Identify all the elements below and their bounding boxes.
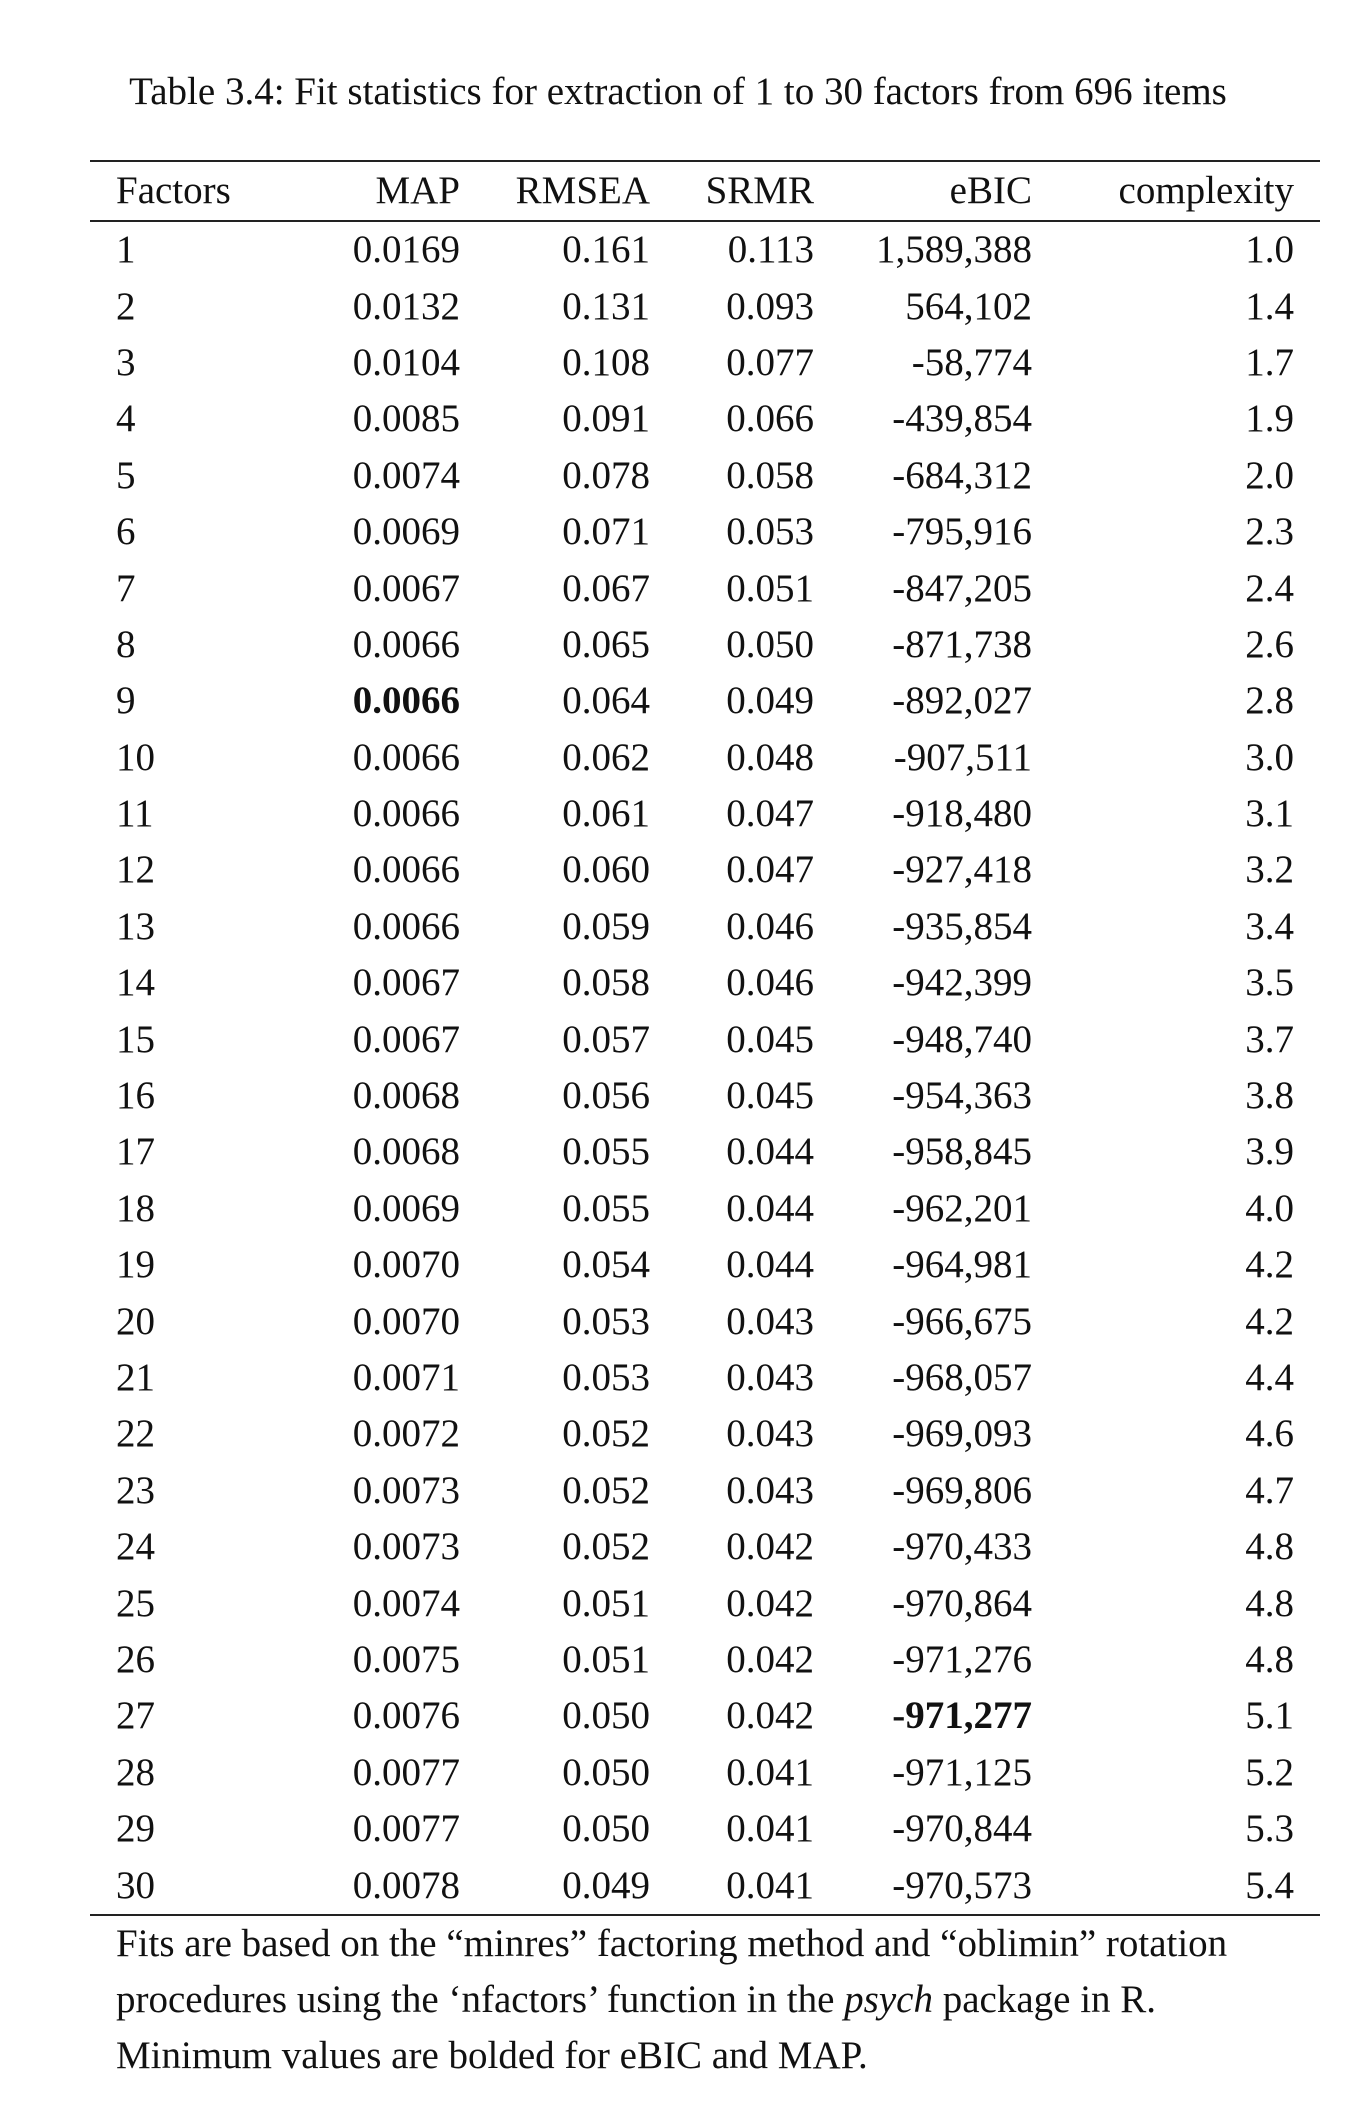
cell-rmsea: 0.052 <box>562 1468 650 1512</box>
cell-factors: 11 <box>116 792 154 836</box>
cell-factors: 6 <box>116 510 136 554</box>
table-row <box>90 899 1320 955</box>
cell-srmr: 0.041 <box>726 1863 814 1907</box>
table-row <box>90 673 1320 729</box>
cell-factors: 26 <box>116 1637 155 1681</box>
cell-srmr: 0.042 <box>726 1581 814 1625</box>
table-row <box>90 560 1320 616</box>
cell-factors: 21 <box>116 1356 155 1399</box>
cell-factors: 4 <box>116 397 136 441</box>
cell-rmsea: 0.131 <box>562 284 650 328</box>
table-row <box>90 1011 1320 1067</box>
cell-srmr: 0.041 <box>726 1750 814 1794</box>
column-header-ebic: eBIC <box>949 169 1032 212</box>
cell-ebic: -954,363 <box>892 1074 1032 1118</box>
cell-rmsea: 0.052 <box>562 1412 650 1456</box>
table-row <box>90 955 1320 1011</box>
cell-ebic: -58,774 <box>911 340 1032 384</box>
cell-rmsea: 0.067 <box>562 566 650 610</box>
cell-rmsea: 0.056 <box>562 1074 650 1118</box>
cell-factors: 30 <box>116 1863 155 1907</box>
cell-factors: 17 <box>116 1130 155 1174</box>
cell-rmsea: 0.050 <box>562 1750 650 1794</box>
cell-map: 0.0068 <box>352 1074 460 1118</box>
table-row <box>90 1801 1320 1857</box>
cell-rmsea: 0.051 <box>562 1637 650 1681</box>
cell-map: 0.0066 <box>352 792 460 836</box>
cell-srmr: 0.043 <box>726 1412 814 1456</box>
cell-ebic: -966,675 <box>892 1299 1032 1343</box>
cell-rmsea: 0.049 <box>562 1863 650 1907</box>
column-header-rmsea: RMSEA <box>515 169 650 212</box>
cell-srmr: 0.043 <box>726 1468 814 1512</box>
cell-factors: 5 <box>116 453 136 497</box>
note-text-italic: psych <box>844 1978 933 2021</box>
cell-map: 0.0074 <box>352 1581 460 1625</box>
cell-complexity: 4.7 <box>1245 1468 1294 1512</box>
cell-complexity: 1.4 <box>1245 284 1294 328</box>
table-row <box>90 504 1320 560</box>
column-header-complexity: complexity <box>1118 169 1294 212</box>
cell-ebic: -968,057 <box>892 1356 1032 1399</box>
cell-ebic: -892,027 <box>892 679 1032 723</box>
cell-complexity: 5.2 <box>1245 1750 1294 1794</box>
cell-rmsea: 0.058 <box>562 961 650 1005</box>
cell-map: 0.0075 <box>352 1637 460 1681</box>
cell-factors: 25 <box>116 1581 155 1625</box>
table-row <box>90 842 1320 898</box>
cell-rmsea: 0.055 <box>562 1186 650 1230</box>
cell-ebic: -942,399 <box>892 961 1032 1005</box>
table-row <box>90 1463 1320 1519</box>
cell-map: 0.0069 <box>352 510 460 554</box>
cell-ebic: -970,573 <box>892 1863 1032 1907</box>
cell-srmr: 0.042 <box>726 1637 814 1681</box>
table-row <box>90 1293 1320 1349</box>
cell-ebic: -962,201 <box>892 1186 1032 1230</box>
cell-complexity: 4.2 <box>1245 1243 1294 1287</box>
cell-factors: 10 <box>116 735 155 779</box>
cell-factors: 20 <box>116 1299 155 1343</box>
cell-srmr: 0.042 <box>726 1525 814 1569</box>
cell-srmr: 0.050 <box>726 622 814 666</box>
cell-srmr: 0.053 <box>726 510 814 554</box>
cell-srmr: 0.045 <box>726 1074 814 1118</box>
cell-ebic: -964,981 <box>892 1243 1032 1287</box>
cell-factors: 14 <box>116 961 155 1005</box>
cell-complexity: 1.0 <box>1245 228 1294 272</box>
cell-map: 0.0066 <box>352 622 460 666</box>
cell-srmr: 0.045 <box>726 1017 814 1061</box>
cell-complexity: 4.8 <box>1245 1637 1294 1681</box>
cell-map: 0.0067 <box>352 961 460 1005</box>
cell-factors: 18 <box>116 1186 155 1230</box>
cell-map: 0.0066 <box>352 904 460 948</box>
table-row <box>90 617 1320 673</box>
table-row <box>90 1124 1320 1180</box>
cell-factors: 2 <box>116 284 136 328</box>
cell-rmsea: 0.060 <box>562 848 650 892</box>
cell-srmr: 0.047 <box>726 792 814 836</box>
table-row <box>90 786 1320 842</box>
cell-complexity: 3.2 <box>1245 848 1294 892</box>
cell-srmr: 0.041 <box>726 1807 814 1851</box>
cell-rmsea: 0.051 <box>562 1581 650 1625</box>
header-row <box>90 161 1320 221</box>
cell-complexity: 3.9 <box>1245 1130 1294 1174</box>
cell-srmr: 0.044 <box>726 1243 814 1287</box>
table-note <box>116 1916 1296 2084</box>
cell-complexity: 4.4 <box>1245 1356 1294 1399</box>
cell-ebic: -971,125 <box>892 1750 1032 1794</box>
cell-factors: 12 <box>116 848 155 892</box>
cell-complexity: 4.2 <box>1245 1299 1294 1343</box>
cell-ebic: 1,589,388 <box>876 228 1032 272</box>
cell-map: 0.0066 <box>352 735 460 779</box>
note-text-part2: package in R. Minimum values are bolded for eBIC and MAP. <box>116 1978 1157 2077</box>
cell-map: 0.0073 <box>352 1525 460 1569</box>
cell-ebic: -948,740 <box>892 1017 1032 1061</box>
cell-map: 0.0132 <box>352 284 460 328</box>
cell-complexity: 1.7 <box>1245 340 1294 384</box>
cell-rmsea: 0.055 <box>562 1130 650 1174</box>
cell-complexity: 3.4 <box>1245 904 1294 948</box>
cell-map: 0.0067 <box>352 566 460 610</box>
cell-srmr: 0.113 <box>727 228 814 272</box>
table-row <box>90 1519 1320 1575</box>
cell-rmsea: 0.071 <box>562 510 650 554</box>
cell-complexity: 2.4 <box>1245 566 1294 610</box>
cell-factors: 3 <box>116 340 136 384</box>
cell-ebic: 564,102 <box>905 284 1032 328</box>
cell-ebic: -971,277 <box>892 1694 1032 1738</box>
table-row <box>90 1857 1320 1914</box>
cell-rmsea: 0.091 <box>562 397 650 441</box>
cell-factors: 16 <box>116 1074 155 1118</box>
cell-map: 0.0071 <box>352 1356 460 1399</box>
cell-rmsea: 0.078 <box>562 453 650 497</box>
cell-rmsea: 0.050 <box>562 1694 650 1738</box>
cell-ebic: -795,916 <box>892 510 1032 554</box>
cell-complexity: 2.8 <box>1245 679 1294 723</box>
cell-complexity: 1.9 <box>1245 397 1294 441</box>
cell-ebic: -847,205 <box>892 566 1032 610</box>
column-header-factors: Factors <box>116 169 231 212</box>
cell-rmsea: 0.108 <box>562 340 650 384</box>
cell-complexity: 3.1 <box>1245 792 1294 836</box>
cell-srmr: 0.049 <box>726 679 814 723</box>
cell-map: 0.0068 <box>352 1130 460 1174</box>
cell-ebic: -970,433 <box>892 1525 1032 1569</box>
cell-srmr: 0.046 <box>726 961 814 1005</box>
table-row <box>90 1632 1320 1688</box>
column-header-map: MAP <box>375 169 460 212</box>
cell-complexity: 3.7 <box>1245 1017 1294 1061</box>
table-row <box>90 1350 1320 1406</box>
cell-map: 0.0104 <box>352 340 460 384</box>
cell-map: 0.0169 <box>352 228 460 272</box>
cell-factors: 23 <box>116 1468 155 1512</box>
cell-srmr: 0.043 <box>726 1299 814 1343</box>
cell-srmr: 0.051 <box>726 566 814 610</box>
cell-rmsea: 0.054 <box>562 1243 650 1287</box>
cell-rmsea: 0.050 <box>562 1807 650 1851</box>
cell-map: 0.0069 <box>352 1186 460 1230</box>
table-row <box>90 1406 1320 1462</box>
cell-factors: 13 <box>116 904 155 948</box>
cell-ebic: -970,844 <box>892 1807 1032 1851</box>
cell-ebic: -935,854 <box>892 904 1032 948</box>
cell-srmr: 0.043 <box>726 1356 814 1399</box>
table-row <box>90 335 1320 391</box>
cell-srmr: 0.044 <box>726 1186 814 1230</box>
cell-complexity: 2.3 <box>1245 510 1294 554</box>
table-row <box>90 391 1320 447</box>
table-row <box>90 278 1320 334</box>
table-row <box>90 221 1320 278</box>
cell-complexity: 5.1 <box>1245 1694 1294 1738</box>
cell-srmr: 0.093 <box>726 284 814 328</box>
cell-ebic: -684,312 <box>892 453 1032 497</box>
cell-map: 0.0067 <box>352 1017 460 1061</box>
cell-complexity: 3.5 <box>1245 961 1294 1005</box>
cell-map: 0.0072 <box>352 1412 460 1456</box>
table-row <box>90 448 1320 504</box>
cell-map: 0.0066 <box>352 679 460 723</box>
cell-srmr: 0.042 <box>726 1694 814 1738</box>
cell-factors: 22 <box>116 1412 155 1456</box>
cell-map: 0.0070 <box>352 1243 460 1287</box>
cell-rmsea: 0.053 <box>562 1356 650 1399</box>
cell-complexity: 3.0 <box>1245 735 1294 779</box>
table-row <box>90 1181 1320 1237</box>
cell-map: 0.0070 <box>352 1299 460 1343</box>
cell-srmr: 0.077 <box>726 340 814 384</box>
cell-factors: 15 <box>116 1017 155 1061</box>
cell-complexity: 2.6 <box>1245 622 1294 666</box>
table-caption: Table 3.4: Fit statistics for extraction of 1 to 30 factors from 696 items <box>129 70 1227 113</box>
cell-ebic: -871,738 <box>892 622 1032 666</box>
fit-statistics-table <box>90 160 1320 1916</box>
cell-factors: 1 <box>116 228 136 272</box>
column-header-srmr: SRMR <box>705 169 814 212</box>
cell-complexity: 5.3 <box>1245 1807 1294 1851</box>
cell-ebic: -969,093 <box>892 1412 1032 1456</box>
cell-rmsea: 0.061 <box>562 792 650 836</box>
note-text-part1: Fits are based on the “minres” factoring method and “oblimin” rotation procedures using the ‘nfactors’ function in the <box>116 1922 1228 2021</box>
cell-srmr: 0.046 <box>726 904 814 948</box>
cell-complexity: 2.0 <box>1245 453 1294 497</box>
cell-ebic: -958,845 <box>892 1130 1032 1174</box>
cell-srmr: 0.048 <box>726 735 814 779</box>
cell-ebic: -439,854 <box>892 397 1032 441</box>
cell-rmsea: 0.062 <box>562 735 650 779</box>
cell-map: 0.0077 <box>352 1750 460 1794</box>
table-row <box>90 1688 1320 1744</box>
cell-factors: 24 <box>116 1525 155 1569</box>
cell-complexity: 4.8 <box>1245 1525 1294 1569</box>
cell-map: 0.0074 <box>352 453 460 497</box>
cell-srmr: 0.044 <box>726 1130 814 1174</box>
cell-factors: 28 <box>116 1750 155 1794</box>
cell-complexity: 4.0 <box>1245 1186 1294 1230</box>
table-row <box>90 1745 1320 1801</box>
fit-statistics-table-container <box>90 160 1294 1916</box>
cell-map: 0.0077 <box>352 1807 460 1851</box>
cell-factors: 29 <box>116 1807 155 1851</box>
table-row <box>90 730 1320 786</box>
cell-rmsea: 0.053 <box>562 1299 650 1343</box>
cell-factors: 19 <box>116 1243 155 1287</box>
table-row <box>90 1575 1320 1631</box>
cell-factors: 8 <box>116 622 136 666</box>
cell-map: 0.0076 <box>352 1694 460 1738</box>
cell-rmsea: 0.052 <box>562 1525 650 1569</box>
cell-complexity: 4.6 <box>1245 1412 1294 1456</box>
cell-rmsea: 0.065 <box>562 622 650 666</box>
cell-rmsea: 0.064 <box>562 679 650 723</box>
cell-rmsea: 0.161 <box>562 228 650 272</box>
table-row <box>90 1237 1320 1293</box>
cell-ebic: -970,864 <box>892 1581 1032 1625</box>
table-body <box>90 221 1320 1915</box>
cell-complexity: 4.8 <box>1245 1581 1294 1625</box>
cell-map: 0.0073 <box>352 1468 460 1512</box>
cell-ebic: -918,480 <box>892 792 1032 836</box>
cell-map: 0.0078 <box>352 1863 460 1907</box>
cell-map: 0.0066 <box>352 848 460 892</box>
cell-ebic: -969,806 <box>892 1468 1032 1512</box>
cell-ebic: -907,511 <box>893 735 1032 779</box>
cell-map: 0.0085 <box>352 397 460 441</box>
cell-srmr: 0.058 <box>726 453 814 497</box>
table-row <box>90 1068 1320 1124</box>
cell-ebic: -971,276 <box>892 1637 1032 1681</box>
cell-complexity: 3.8 <box>1245 1074 1294 1118</box>
cell-srmr: 0.066 <box>726 397 814 441</box>
cell-ebic: -927,418 <box>892 848 1032 892</box>
cell-rmsea: 0.059 <box>562 904 650 948</box>
cell-rmsea: 0.057 <box>562 1017 650 1061</box>
cell-factors: 9 <box>116 679 136 723</box>
cell-factors: 7 <box>116 566 136 610</box>
cell-complexity: 5.4 <box>1245 1863 1294 1907</box>
cell-factors: 27 <box>116 1694 155 1738</box>
cell-srmr: 0.047 <box>726 848 814 892</box>
